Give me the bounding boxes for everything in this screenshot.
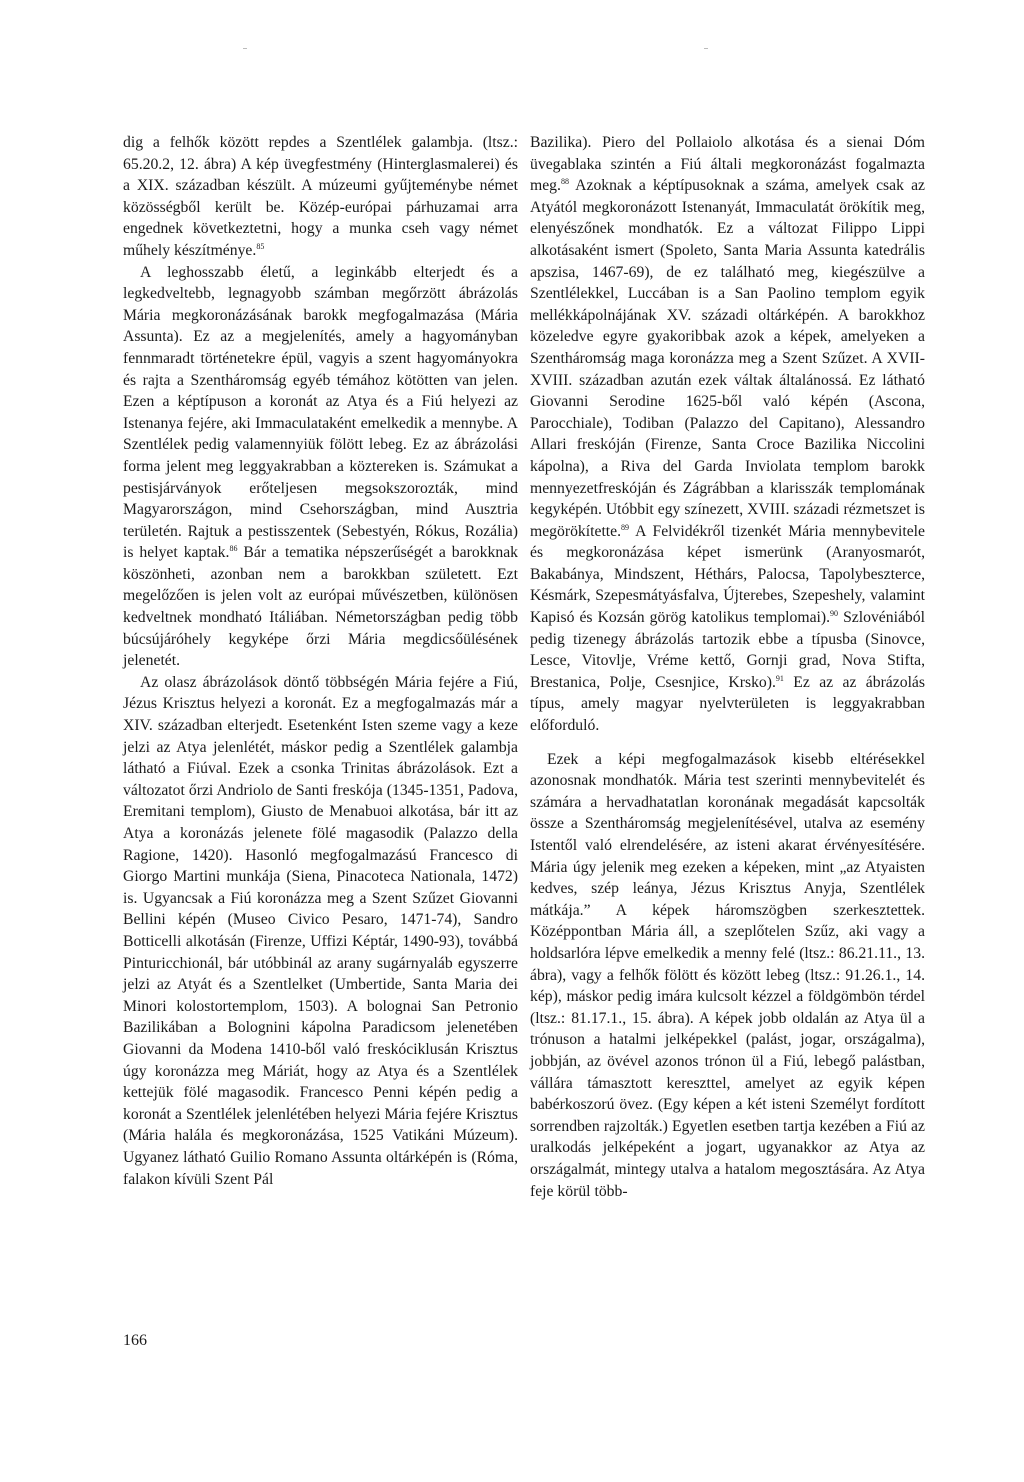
right-paragraph-1: Bazilika). Piero del Pollaiolo alkotása és a sienai Dóm üvegablaka szintén a Fiú általi megkoronázást fogalmazta meg.$^{88}$ Azoknak a képtípusoknak a száma, amelyek csak az Atyától megkoronázott Istenanyát, Immaculatát örökítik meg, elenyészőnek mondhatók. Ez a változat Filippo Lippi alkotásaként ismert (Spoleto, Santa Maria Assunta katedrális apszisa, 1467-69), de ez található meg, kiegészülve a Szentlélekkel, Luccában is a San Paolino templom egyik mellékkápolnájának XV. századi oltárképén. A barokkhoz közeledve egyre gyakoribbak azok a képek, amelyeken a Szentháromság maga koronázza meg a Szent Szűzet. A XVII-XVIII. században azután ezek váltak általánossá. Ez látható Giovanni Serodine 1625-ből való képén (Ascona, Parocchiale), Todiban (Palazzo del Capitano), Alessandro Allari freskóján (Firenze, Santa Croce Bazilika Niccolini kápolna), a Riva del Garda Inviolata templom barokk mennyezetfreskóján és Zágrábban a klarisszák templomának kegyképén. Utóbbit egy színezett, XVIII. századi rézmetszet is megörökítette.$^{89}$ A Felvidékről tizenkét Mária mennybevitele és megkoronázása képet ismerünk (Aranyosmarót, Bakabánya, Mindszent, Héthárs, Palocsa, Tapolybeszterce, Késmárk, Szepesmátyásfalva, Újterebes, Szepeshely, valamint Kapisó és Kozsán görög katolikus templomai).$^{90}$ Szlovéniából pedig tizenegy ábrázolás tartozik ebbe a típusba (Sinovce, Lesce, Vitovlje, Vréme kettő, Gornji grad, Nova Stifta, Brestanica, Polje, Csesnjice, Krsko).$^{91}$ Ez az az ábrázolás típus, amely magyar nyelvterületen is leggyakrabban előforduló. — [530, 134, 925, 735]
footnote-ref: 86 — [229, 544, 238, 554]
footnote-ref: 90 — [830, 609, 839, 619]
left-paragraph-1: dig a felhők között repdes a Szentlélek galambja. (ltsz.: 65.20.2, 12. ábra) A kép üvegfestmény (Hinterglasmalerei) és a XIX. században készült. A múzeumi gyűjteménybe német közösségből került be. Közép-európai párhuzamai arra engednek következtetni, hogy a munka cseh vagy német műhely készítménye.$^{85}$ — [123, 134, 518, 259]
footnote-ref: 91 — [775, 673, 784, 683]
right-paragraph-2: Ezek a képi megfogalmazások kisebb eltérésekkel azonosnak mondhatók. Mária test szerinti mennybevitelét és számára a hervadhatatlan koronának megadását kapcsolták össze a Szentháromság megjelenítésével, utalva az esemény Istentől való elrendelésére, az isteni akarat érvényesítésére. Mária úgy jelenik meg ezeken a képeken, mint „az Atyaisten kedves, szép leánya, Jézus Krisztus Anyja, Szentlélek mátkája.” A képek háromszögben szerkesztettek. Középpontban Mária áll, a szeplőtelen Szűz, aki vagy a holdsarlóra lépve emelkedik a menny felé (ltsz.: 86.21.11., 13. ábra), vagy a felhők fölött és között lebeg (ltsz.: 91.26.1., 14. kép), máskor pedig imára kulcsolt kézzel a földgömbön térdel (ltsz.: 81.17.1., 15. ábra). A képek jobb oldalán az Atya ül a trónuson a hatalmi jelképekkel (palást, jogar, országalma), jobbján, az övével azonos trónon ül a Fiú, lebegő palástban, vállára támasztott kereszttel, amelyet az egyik képen babérkoszorú övez. (Egy képen a két isteni Személyt fordított sorrendben rajzolták.) Egyetlen esetben tartja kezében a Fiú az uralkodás jelképeként a jogart, ugyanakkor az Atya az országalmát, mintegy utalva a hatalom megosztására. Az Atya feje körül több- — [530, 750, 925, 1200]
footnote-ref: 89 — [621, 522, 630, 532]
right-column — [530, 132, 925, 1202]
page-number: 166 — [123, 1332, 147, 1349]
scan-mark — [243, 48, 247, 49]
footnote-ref: 85 — [256, 241, 265, 251]
left-paragraph-3: Az olasz ábrázolások döntő többségén Mária fejére a Fiú, Jézus Krisztus helyezi a koronát. Ez a megfogalmazás már a XIV. században elterjedt. Esetenként Isten szeme vagy a keze jelzi az Atya jelenlétét, máskor pedig a Szentlélek galambja látható a Fiúval. Ezek a csonka Trinitas ábrázolások. Ezt a változatot őrzi Andriolo de Santi freskója (1345-1351, Padova, Eremitani templom), Giusto de Menabuoi alkotása, bár itt az Atya a koronázás jelenete fölé magasodik (Palazzo della Ragione, 1420). Hasonló megfogalmazású Francesco di Giorgo Martini munkája (Siena, Pinacoteca Nationala, 1472) is. Ugyancsak a Fiú koronázza meg a Szent Szűzet Giovanni Bellini képén (Museo Civico Pesaro, 1471-74), Sandro Botticelli alkotásán (Firenze, Uffizi Képtár, 1490-93), továbbá Pinturicchionál, bár utóbbinál az arany sugárnyaláb egyszerre jelzi az Atyát és a Szentlelket (Umbertide, Santa Maria dei Minori kolostortemplom, 1503). A bolognai San Petronio Bazilikában a Bolognini kápolna Paradicsom jelenetében Giovanni da Modena 1410-ből való freskóciklusán Krisztus úgy koronázza meg Máriát, hogy az Atya és a Szentlélek kettejük fölé magasodik. Francesco Penni képén pedig a koronát a Szentlélek jelenlétében helyezi Mária fejére Krisztus (Mária halála és megkoronázása, 1525 Vatikáni Múzeum). Ugyanez látható Guilio Romano Assunta oltárképén is (Róma, falakon kívüli Szent Pál — [123, 673, 518, 1188]
left-column — [123, 132, 518, 1190]
footnote-ref: 88 — [560, 177, 569, 187]
scan-mark — [704, 48, 708, 49]
left-paragraph-2: A leghosszabb életű, a leginkább elterjedt és a legkedveltebb, legnagyobb számban megőrzött ábrázolás Mária megkoronázásának barokk megfogalmazása (Mária Assunta). Ez az a megjelenítés, amely a hagyományban fennmaradt történetekre épül, vagyis a szent hagyományokra és rajta a Szentháromság egyéb témához kötötten van jelen. Ezen a képtípuson a koronát az Atya és a Fiú helyezi az Istenanya fejére, aki Immaculataként emelkedik a mennybe. A Szentlélek pedig valamennyiük fölött lebeg. Ez az ábrázolási forma jelent meg leggyakrabban a köztereken is. Számukat a pestisjárványok erőteljesen megsokszorozták, mind Magyarországon, mind Csehországban, mind Ausztria területén. Rajtuk a pestisszentek (Sebestyén, Rókus, Rozália) is helyet kaptak.$^{86}$ Bár a tematika népszerűségét a barokknak köszönheti, azonban nem a barokkban született. Ezt megelőzően is jelen volt az európai művészetben, különösen kedveltnek mondható Itáliában. Németországban pedig több búcsújáróhely kegyképe őrzi Mária megdicsőülésének jelenetét. — [123, 263, 518, 670]
